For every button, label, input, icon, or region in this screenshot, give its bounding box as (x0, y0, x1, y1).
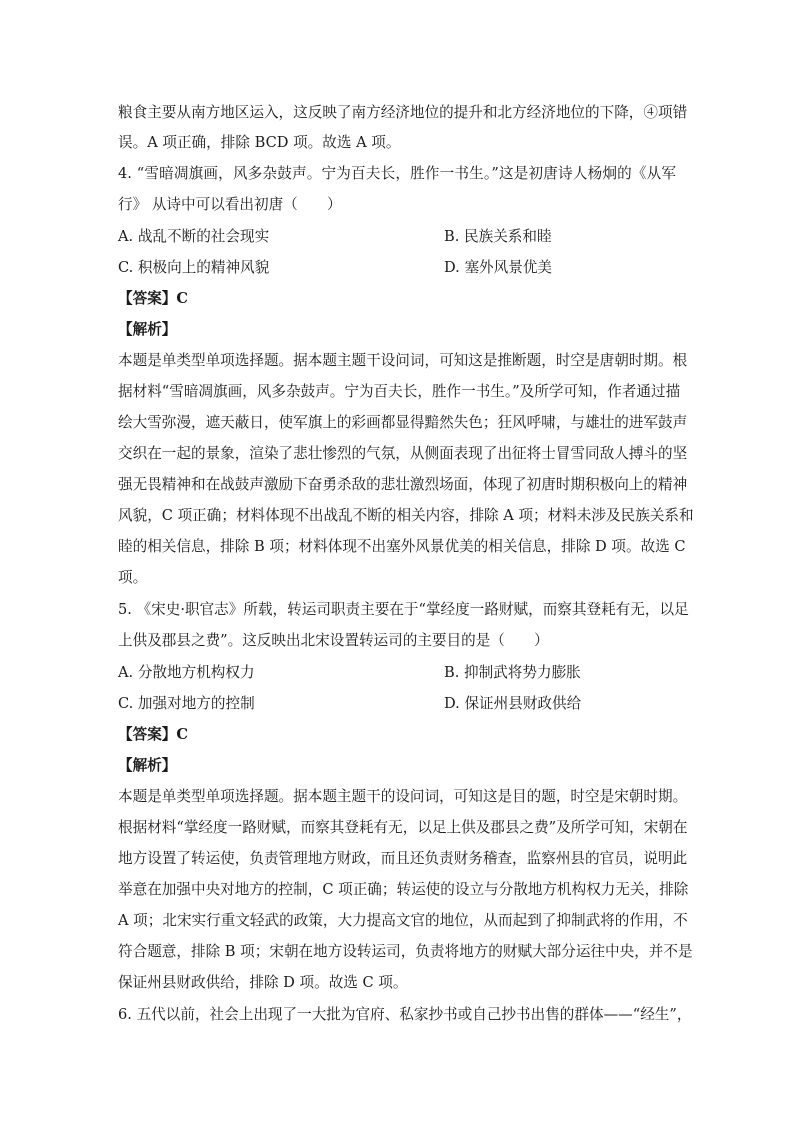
q4-analysis-label: 【解析】 (118, 321, 177, 338)
q4-analysis-line: 睦的相关信息，排除 B 项；材料体现不出塞外风景优美的相关信息，排除 D 项。故选 C (118, 538, 686, 555)
question-5-stem: 5. 《宋史·职官志》所载，转运司职责主要在于“掌经度一路财赋，而察其登耗有无，以足 (118, 601, 689, 618)
question-4-stem: 4. “雪暗凋旗画，风多杂鼓声。宁为百夫长，胜作一书生。”这是初唐诗人杨炯的《从军 (118, 165, 676, 182)
q5-analysis-line: 举意在加强中央对地方的控制，C 项正确；转运使的设立与分散地方机构权力无关，排除 (118, 881, 689, 898)
q5-analysis-line: 地方设置了转运使，负责管理地方财政，而且还负责财务稽查，监察州县的官员，说明此 (118, 850, 688, 867)
text-line: 粮食主要从南方地区运入，这反映了南方经济地位的提升和北方经济地位的下降，④项错 (118, 104, 688, 121)
question-6-stem: 6. 五代以前，社会上出现了一大批为官府、私家抄书或自己抄书出售的群体——“经生”， (118, 1006, 692, 1023)
q4-option-b: B. 民族关系和睦 (444, 228, 552, 245)
q4-analysis-line: 风貌，C 项正确；材料体现不出战乱不断的相关内容，排除 A 项；材料未涉及民族关系和 (118, 507, 694, 524)
text-line: 误。A 项正确，排除 BCD 项。故选 A 项。 (118, 134, 401, 151)
q4-analysis-line: 交织在一起的景象，渲染了悲壮惨烈的气氛，从侧面表现了出征将士冒雪同敌人搏斗的坚 (118, 445, 688, 462)
q5-analysis-line: A 项；北宋实行重文轻武的政策，大力提高文官的地位，从而起到了抑制武将的作用，不 (118, 912, 688, 929)
q5-answer: 【答案】C (118, 726, 188, 743)
question-5-stem: 上供及郡县之费”。这反映出北宋设置转运司的主要目的是（ ） (118, 632, 549, 649)
q5-analysis-line: 本题是单类型单项选择题。据本题主题干的设问词，可知这是目的题，时空是宋朝时期。 (118, 788, 688, 805)
q5-analysis-line: 根据材料“掌经度一路财赋，而察其登耗有无，以足上供及郡县之费”及所学可知，宋朝在 (118, 819, 688, 836)
q4-analysis-line: 绘大雪弥漫，遮天蔽日，使军旗上的彩画都显得黯然失色；狂风呼啸，与雄壮的进军鼓声 (118, 414, 688, 431)
q4-analysis-line: 强无畏精神和在战鼓声激励下奋勇杀敌的悲壮激烈场面，体现了初唐时期积极向上的精神 (118, 476, 688, 493)
q5-option-b: B. 抑制武将势力膨胀 (444, 664, 581, 681)
q4-option-d: D. 塞外风景优美 (444, 259, 553, 276)
q4-analysis-line: 据材料“雪暗凋旗画，风多杂鼓声。宁为百夫长，胜作一书生。”及所学可知，作者通过描 (118, 383, 681, 400)
q4-answer: 【答案】C (118, 290, 188, 307)
q5-analysis-label: 【解析】 (118, 757, 177, 774)
question-4-stem: 行》 从诗中可以看出初唐（ ） (118, 196, 342, 213)
q5-option-a: A. 分散地方机构权力 (118, 664, 255, 681)
q5-option-c: C. 加强对地方的控制 (118, 695, 255, 712)
q5-option-d: D. 保证州县财政供给 (444, 695, 582, 712)
q4-analysis-line: 本题是单类型单项选择题。据本题主题干设问词，可知这是推断题，时空是唐朝时期。根 (118, 352, 688, 369)
q5-analysis-line: 保证州县财政供给，排除 D 项。故选 C 项。 (118, 974, 408, 991)
q5-analysis-line: 符合题意，排除 B 项；宋朝在地方设转运司，负责将地方的财赋大部分运往中央，并不是 (118, 943, 693, 960)
q4-option-c: C. 积极向上的精神风貌 (118, 259, 270, 276)
q4-option-a: A. 战乱不断的社会现实 (118, 228, 270, 245)
q4-analysis-line: 项。 (118, 569, 148, 586)
